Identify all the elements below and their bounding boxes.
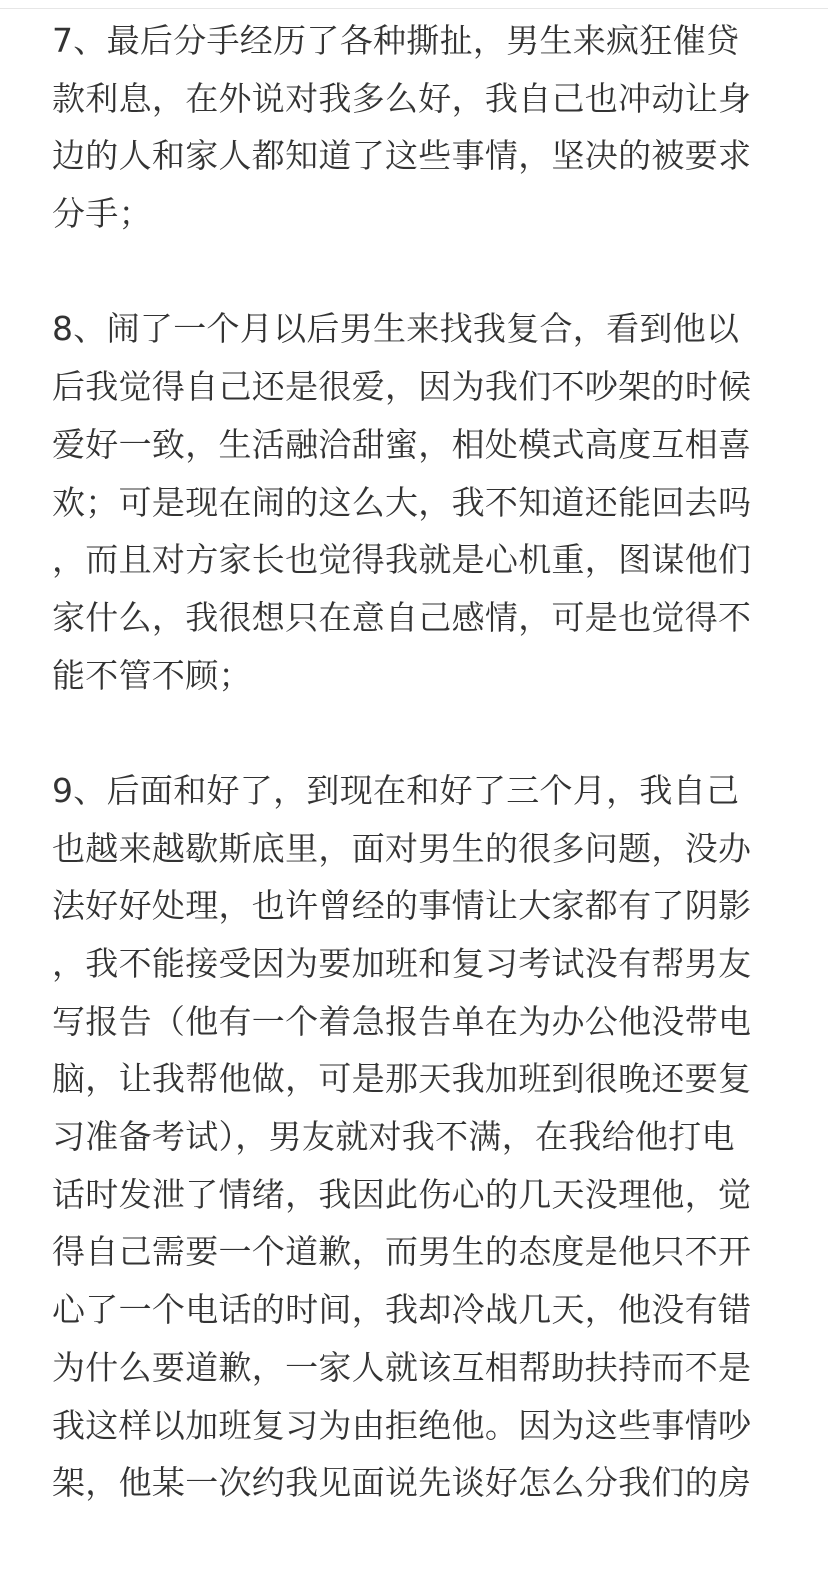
text-line: ，而且对方家长也觉得我就是心机重，图谋他们 [52,540,752,580]
paragraph-7 [52,12,768,243]
paragraph-8 [52,300,768,704]
text-line: ，我不能接受因为要加班和复习考试没有帮男友 [52,944,752,983]
text-line: 心了一个电话的时间，我却冷战几天，他没有错 [52,1290,752,1330]
text-line: 写报告（他有一个着急报告单在为办公他没带电 [52,1001,752,1041]
text-line: 习准备考试），男友就对我不满，在我给他打电 [52,1117,735,1157]
text-line: 爱好一致，生活融洽甜蜜，相处模式高度互相喜 [52,424,752,464]
paragraph-9 [52,762,768,1512]
top-divider [0,0,828,9]
text-line: 架，他某一次约我见面说先谈好怎么分我们的房 [52,1463,752,1503]
text-line: 法好好处理，也许曾经的事情让大家都有了阴影 [52,886,752,926]
text-line: 我这样以加班复习为由拒绝他。因为这些事情吵 [52,1405,752,1445]
text-line: 家什么，我很想只在意自己感情，可是也觉得不 [52,597,752,637]
text-line: 7、最后分手经历了各种撕扯，男生来疯狂催贷 [52,21,740,60]
text-line: 款利息，在外说对我多么好，我自己也冲动让身 [52,78,752,118]
text-line: 脑，让我帮他做，可是那天我加班到很晚还要复 [52,1059,752,1099]
text-line: 也越来越歇斯底里，面对男生的很多问题，没办 [52,828,752,868]
text-line: 边的人和家人都知道了这些事情，坚决的被要求 [52,136,752,176]
article-body [52,12,768,1570]
text-line: 能不管不顾； [52,655,252,695]
text-line: 9、后面和好了，到现在和好了三个月，我自己 [52,770,740,810]
text-line: 为什么要道歉，一家人就该互相帮助扶持而不是 [52,1347,752,1387]
text-line: 分手； [52,194,152,234]
text-line: 得自己需要一个道歉，而男生的态度是他只不开 [52,1232,752,1272]
text-line: 后我觉得自己还是很爱，因为我们不吵架的时候 [52,367,752,407]
text-line: 欢；可是现在闹的这么大，我不知道还能回去吗 [52,482,752,522]
text-line: 话时发泄了情绪，我因此伤心的几天没理他，觉 [52,1174,752,1214]
text-line: 8、闹了一个月以后男生来找我复合，看到他以 [52,309,740,349]
